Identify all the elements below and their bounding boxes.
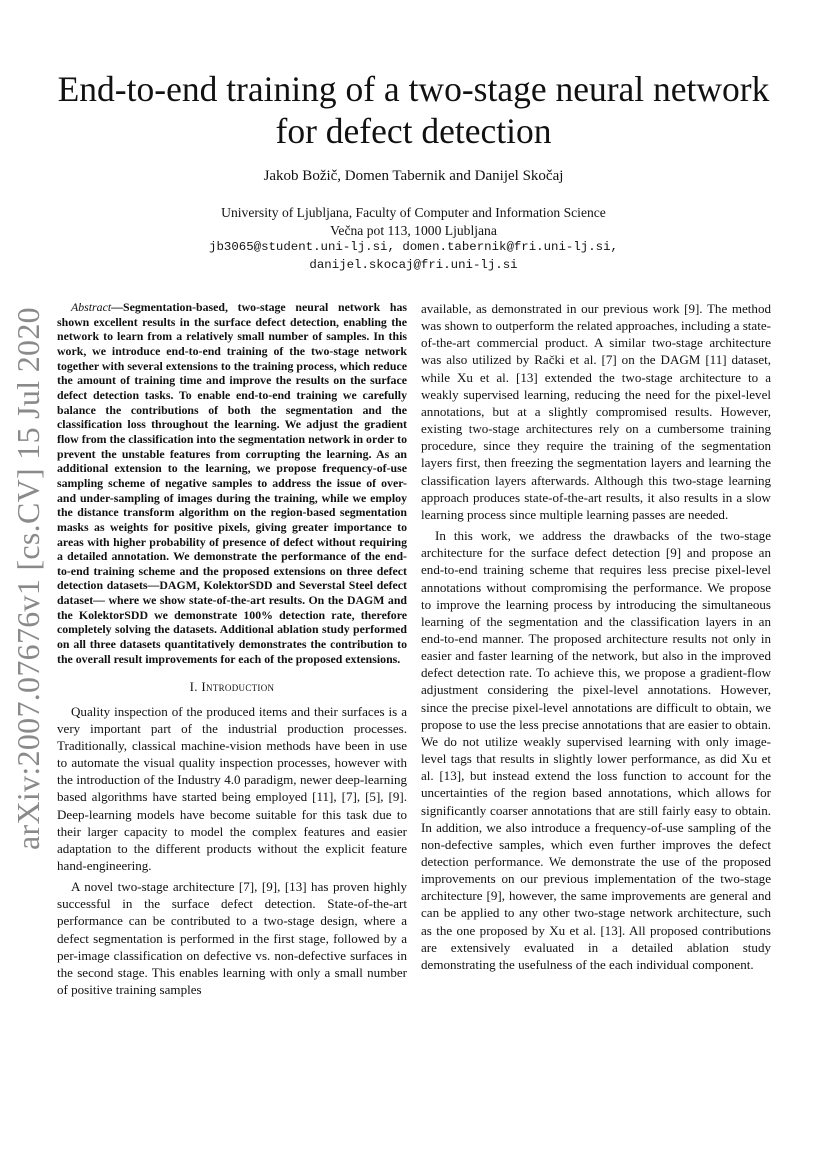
right-column: [421, 300, 771, 977]
abstract: [57, 300, 407, 666]
abstract-body: —Segmentation-based, two-stage neural network has shown excellent results in the surface defect detection, enabling the network to learn from a relatively small number of samples. In this work, we introduce end-to-end training of the two-stage network together with several extensions to the training process, which reduce the amount of training time and improve the results on the surface defect detection tasks. To enable end-to-end training we carefully balance the contributions of both the segmentation and the classification loss throughout the learning. We adjust the gradient flow from the classification into the segmentation network in order to prevent the unstable features from corrupting the learning. As an additional extension to the learning, we propose frequency-of-use sampling scheme of negative samples to address the issue of over- and under-sampling of images during the training, while we employ the distance transform algorithm on the region-based segmentation masks as weights for positive pixels, giving greater importance to areas with higher probability of presence of defect without requiring a detailed annotation. We demonstrate the performance of the end-to-end training scheme and the proposed extensions on three defect detection datasets—DAGM, KolektorSDD and Severstal Steel defect dataset— where we show state-of-the-art results. On the DAGM and the KolektorSDD we demonstrate 100% detection rate, therefore completely solving the datasets. Additional ablation study performed on all three datasets quantitatively demonstrates the contribution to the overall result improvements for each of the proposed extensions.: [57, 300, 407, 666]
section-heading-introduction: I. Introduction: [189, 679, 275, 695]
left-column: [57, 300, 407, 1002]
affiliation-address: Večna pot 113, 1000 Ljubljana: [330, 222, 497, 238]
intro-paragraph-1: Quality inspection of the produced items and their surfaces is a very important part of the industrial production processes. Traditionally, classical machine-vision methods have been in use to automate the visual quality inspection processes, however with the introduction of the Industry 4.0 paradigm, newer deep-learning based algorithms have started being employed [11], [7], [5], [9]. Deep-learning models have become suitable for this task due to their larger capacity to model the complex features and easier adaptation to the different products without the explicit feature hand-engineering.: [57, 703, 407, 873]
author-emails-line2: danijel.skocaj@fri.uni-lj.si: [309, 257, 518, 272]
affiliation-block: [0, 204, 827, 274]
author-emails-line1: jb3065@student.uni-lj.si, domen.tabernik@fri.uni-lj.si,: [209, 240, 618, 254]
paper-authors: Jakob Božič, Domen Tabernik and Danijel Skočaj: [263, 168, 564, 184]
intro-paragraph-2-continued: available, as demonstrated in our previous work [9]. The method was shown to outperform the related approaches, including a state-of-the-art commercial product. A similar two-stage architecture was also utilized by Rački et al. [7] on the DAGM [11] dataset, while Xu et al. [13] extended the two-stage architecture to a weakly supervised learning, reducing the need for the pixel-level annotations, but at a slightly compromised results. However, existing two-stage architectures rely on a cumbersome training procedure, since they require the training of the segmentation layers first, then freezing the segmentation layers and learning the classification layers afterwards. Although this two-stage learning approach produces state-of-the-art results, it also results in a slow learning process since multiple learning passes are needed.: [421, 301, 771, 522]
arxiv-stamp: arXiv:2007.07676v1 [cs.CV] 15 Jul 2020: [10, 307, 46, 850]
abstract-lead: Abstract: [71, 300, 112, 314]
paper-title: End-to-end training of a two-stage neural network for defect detection: [57, 69, 770, 151]
affiliation-institution: University of Ljubljana, Faculty of Computer and Information Science: [221, 205, 606, 220]
intro-paragraph-3: In this work, we address the drawbacks of the two-stage architecture for the surface defect detection [9] and propose an end-to-end training scheme that requires less precise pixel-level annotations without compromising the performance. We propose to improve the learning process by introducing the simultaneous learning of the segmentation and the classification layers in an end-to-end manner. The proposed architecture results not only in easier and faster learning of the network, but also in the improved defect detection rate. To achieve this, we propose a gradient-flow adjustment considering the pixel-level annotations. However, since the precise pixel-level annotations are difficult to obtain, we propose to use the less precise annotations that are easier to obtain. We do not utilize weakly supervised learning with only image-level tags that results in slightly lower performance, as did Xu et al. [13], but instead extend the loss function to account for the uncertainties of the region based annotations, which allows for significantly coarser annotations that are still fairly easy to obtain. In addition, we also introduce a frequency-of-use sampling of the non-defective samples, which even further improves the defect detection performance. We demonstrate the use of the proposed improvements on our previous implementation of the two-stage architecture [9], however, the same improvements are general and can be applied to any other two-stage network architecture, such as the one proposed by Xu et al. [13]. All proposed contributions are extensively evaluated in a detailed ablation study demonstrating the usefulness of the each individual component.: [421, 528, 771, 972]
intro-paragraph-2: A novel two-stage architecture [7], [9], [13] has proven highly successful in the surface defect detection. State-of-the-art performance can be contributed to a two-stage design, where a defect segmentation is performed in the first stage, followed by a per-image classification on defective vs. non-defective surfaces in the second stage. This enables learning with only a small number of positive training samples: [57, 879, 407, 998]
